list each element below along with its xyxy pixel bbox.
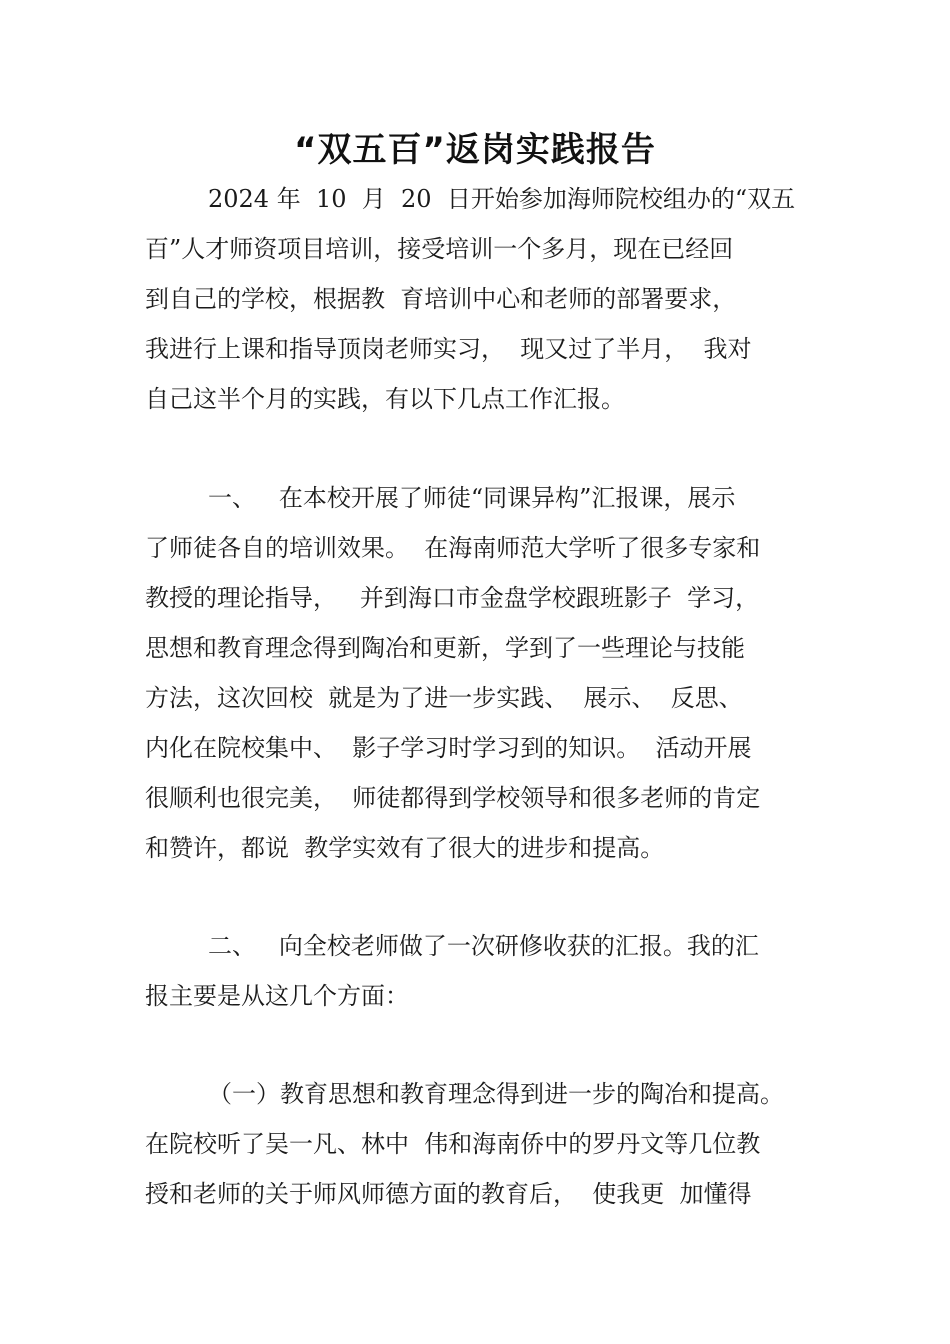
section-two-line-2: 报主要是从这几个方面： <box>145 982 409 1010</box>
section-one-line-2: 了师徒各自的培训效果。 在海南师范大学听了很多专家和 <box>145 534 761 562</box>
intro-line-2: 百”人才师资项目培训，接受培训一个多月，现在已经回 <box>145 235 734 263</box>
subsection-one-line-3: 授和老师的关于师风师德方面的教育后， 使我更 加懂得 <box>145 1180 752 1208</box>
section-one-line-8: 和赞许，都说 教学实效有了很大的进步和提高。 <box>145 834 665 862</box>
section-one-line-4: 思想和教育理念得到陶冶和更新，学到了一些理论与技能 <box>145 634 745 662</box>
section-one-line-5: 方法，这次回校 就是为了进一步实践、 展示、 反思、 <box>145 684 743 712</box>
intro-line-4: 我进行上课和指导顶岗老师实习， 现又过了半月， 我对 <box>145 335 752 363</box>
document-title: “双五百”返岗实践报告 <box>294 130 656 170</box>
intro-line-1: 2024 年 10 月 20 日开始参加海师院校组办的“双五 <box>208 185 796 213</box>
intro-line-3: 到自己的学校，根据教 育培训中心和老师的部署要求， <box>145 285 737 313</box>
section-one-line-7: 很顺利也很完美， 师徒都得到学校领导和很多老师的肯定 <box>145 784 761 812</box>
section-one-line-3: 教授的理论指导， 并到海口市金盘学校跟班影子 学习， <box>145 584 760 612</box>
subsection-one-line-2: 在院校听了吴一凡、林中 伟和海南侨中的罗丹文等几位教 <box>145 1130 761 1158</box>
section-two-line-1: 二、 向全校老师做了一次研修收获的汇报。我的汇 <box>208 932 759 960</box>
subsection-one-line-1: （一）教育思想和教育理念得到进一步的陶冶和提高。 <box>208 1080 784 1108</box>
intro-line-5: 自己这半个月的实践，有以下几点工作汇报。 <box>145 385 625 413</box>
section-one-line-1: 一、 在本校开展了师徒“同课异构”汇报课，展示 <box>208 484 736 512</box>
section-one-line-6: 内化在院校集中、 影子学习时学习到的知识。 活动开展 <box>145 734 752 762</box>
